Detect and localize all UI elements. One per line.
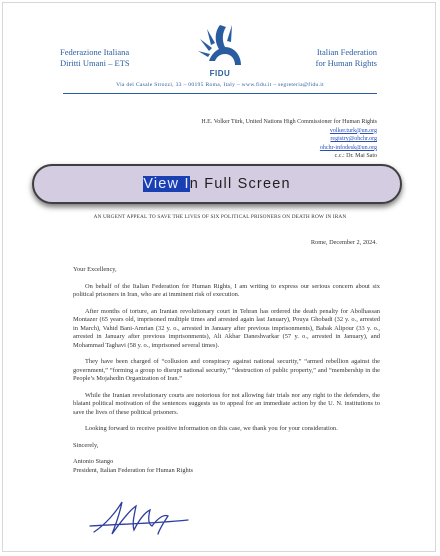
letter-page — [2, 2, 436, 552]
logo-wordmark: FIDU — [209, 69, 231, 78]
org-address: Via del Casale Strozzi, 33 – 00195 Roma, Italy – www.fidu.it – segreteria@fidu.it — [116, 82, 324, 88]
paragraph-2: After months of torture, an Iranian revolutionary court in Tehran has ordered the death penalty for Abolhassan Montazer (65 years old, imprisoned multiple times and arrested again last January), Pouya Ghobadi (32 y. o., arrested in March), Vahid Bani-Amrian (32 y. o., arrested in January after previous imprisonments), Babak Alipour (33 y. o., arrested in January after previous imprisonments), Ali Akbar Daneshvarkar (57 y. o., arrested in January), and Mohammad Taghavi (58 y. o., imprisoned several times). — [73, 307, 380, 349]
org-name-it-line1: Federazione Italiana — [60, 47, 130, 57]
org-name-it-line2: Diritti Umani – ETS — [60, 58, 130, 68]
letter-subject: AN URGENT APPEAL TO SAVE THE LIVES OF SIX POLITICAL PRISONERS ON DEATH ROW IN IRAN — [93, 214, 347, 220]
org-name-en-line1: Italian Federation — [316, 47, 377, 57]
recipient-email-1[interactable]: volker.turk@un.org — [329, 127, 377, 134]
org-name-en-line2: for Human Rights — [315, 58, 377, 68]
signer-title: President, Italian Federation for Human Rights — [73, 466, 193, 474]
cc-line: c.c.: Dr. Mai Sato — [334, 153, 377, 160]
paragraph-4: While the Iranian revolutionary courts are notorious for not allowing fair trials nor any right to the defenders, the blatant political motivation of the sentences suggests us to appeal for an immediate action by the U. N. institutions to save the lives of these political prisoners. — [73, 391, 380, 416]
letter-date: Rome, December 2, 2024. — [310, 239, 377, 246]
paragraph-5: Looking forward to receive positive information on this case, we thank you for your consideration. — [85, 425, 338, 432]
recipient-email-2[interactable]: registry@ohchr.org — [330, 136, 377, 143]
org-name-italian — [60, 47, 130, 69]
view-full-screen-button[interactable] — [32, 164, 402, 204]
recipient-name: H.E. Volker Türk, United Nations High Commissioner for Human Rights — [201, 119, 377, 125]
paragraph-1: On behalf of the Italian Federation for Human Rights, I am writing to express our serious concern about six political prisoners in Iran, who are at imminent risk of execution. — [73, 282, 380, 298]
letter-body — [73, 266, 380, 475]
handwritten-signature — [88, 494, 192, 540]
label-rest: n Full Screen — [189, 176, 291, 192]
greeting: Your Excellency, — [73, 266, 117, 273]
header-divider — [63, 93, 377, 94]
recipient-email-3[interactable]: ohchr-infodesk@un.org — [319, 144, 377, 151]
signer-name: Antonio Stango — [73, 458, 114, 465]
view-full-screen-label — [34, 176, 400, 192]
org-name-english — [316, 47, 377, 69]
closing: Sincerely, — [73, 441, 99, 449]
recipient-block — [201, 118, 377, 161]
selected-text: View I — [143, 176, 190, 192]
paragraph-3: They have been charged of “collusion and conspiracy against national security,” “armed rebellion against the government,” “forming a group to disrupt national security,” “destruction of public property,” and “membership in the People’s Mojahedin Organization of Iran.” — [73, 358, 380, 382]
